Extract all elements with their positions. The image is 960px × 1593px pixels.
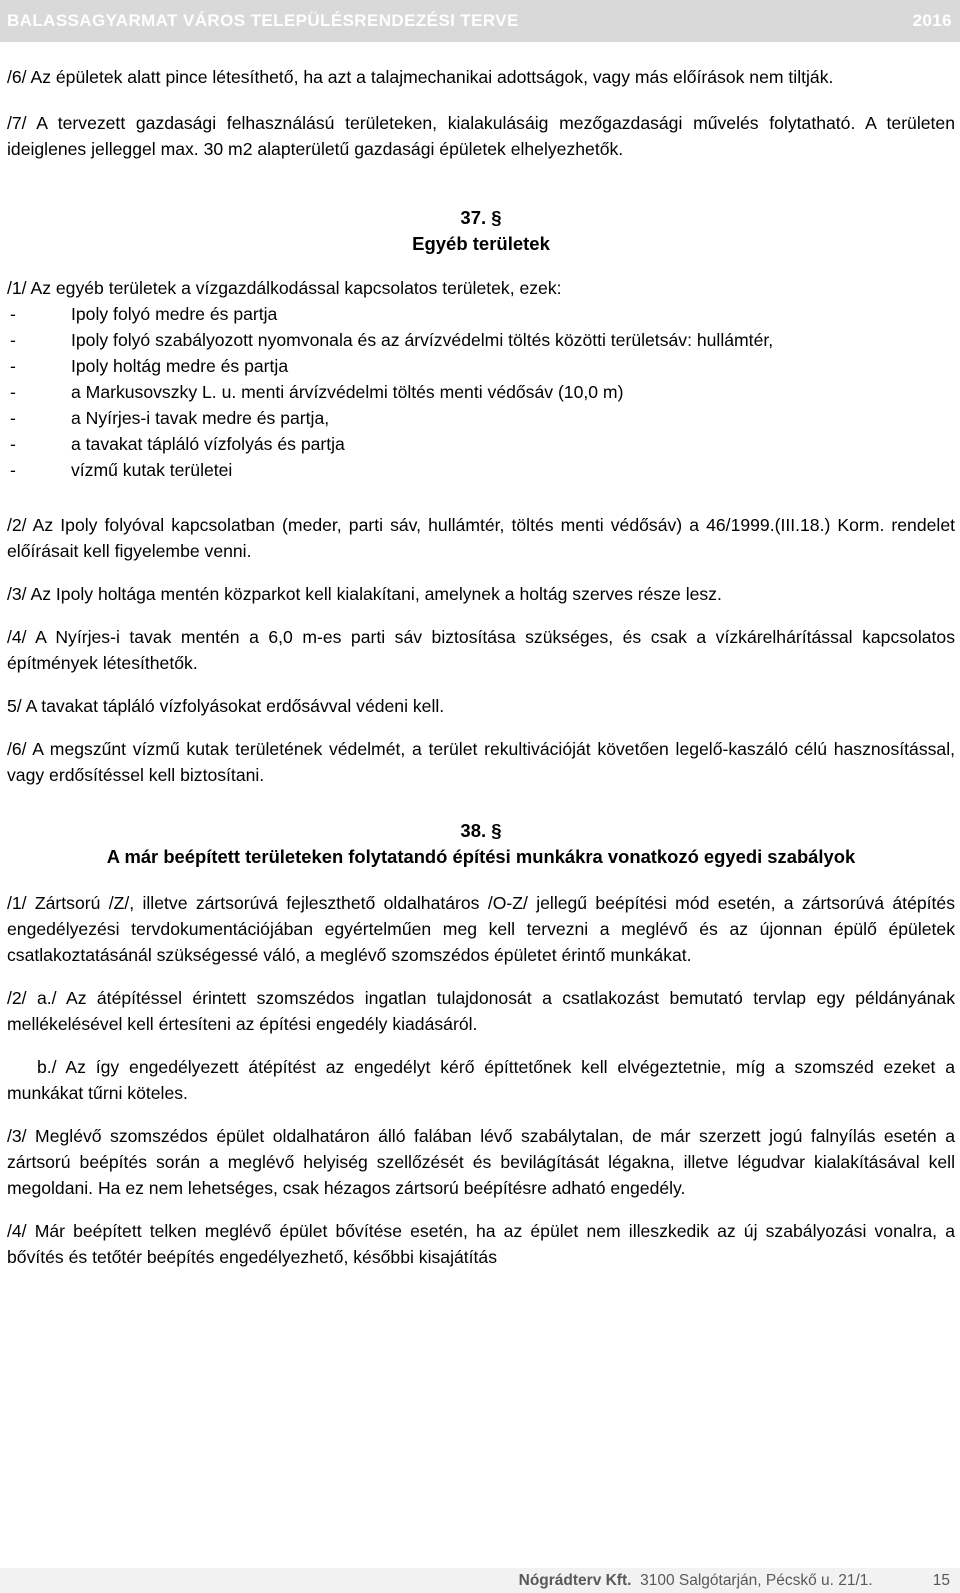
list-item: - Ipoly folyó szabályozott nyomvonala és az árvízvédelmi töltés közötti területsáv: hullámtér,: [10, 330, 774, 350]
s37-dash-list: [7, 301, 955, 483]
paragraph-prev-6: /6/ Az épületek alatt pince létesíthető, ha azt a talajmechanikai adottságok, vagy más előírások nem tiltják.: [7, 67, 834, 87]
s38-paragraph-4: /4/ Már beépített telken meglévő épület bővítése esetén, ha az épület nem illeszkedik az új szabályozási vonalra, a bővítés és tetőtér beépítés engedélyezhető, későbbi kisajátítás: [7, 1221, 955, 1267]
s37-paragraph-5: 5/ A tavakat tápláló vízfolyásokat erdősávval védeni kell.: [7, 696, 445, 716]
s38-paragraph-3: /3/ Meglévő szomszédos épület oldalhatáron álló falában lévő szabálytalan, de már szerzett jogú falnyílás esetén a zártsorú beépítés során a meglévő helyiség szellőzését és bevilágítását légakna, illetve légudvar kialakításával kell megoldani. Ha ez nem lehetséges, csak hézagos zártsorú beépítésre adható engedély.: [7, 1126, 955, 1198]
s38-paragraph-2b: b./ Az így engedélyezett átépítést az engedélyt kérő építtetőnek kell elvégeztetnie, míg a szomszéd ezeket a munkákat tűrni köteles.: [7, 1057, 955, 1103]
s37-paragraph-3: /3/ Az Ipoly holtága mentén közparkot kell kialakítani, amelynek a holtág szerves része lesz.: [7, 584, 722, 604]
page-footer: [0, 1568, 960, 1593]
document-body: [7, 64, 955, 1270]
section-38-number: 38. §: [460, 820, 502, 841]
footer-address: 3100 Salgótarján, Pécskő u. 21/1.: [640, 1571, 873, 1589]
list-item: - Ipoly holtág medre és partja: [10, 356, 289, 376]
s37-paragraph-1: /1/ Az egyéb területek a vízgazdálkodással kapcsolatos területek, ezek:: [7, 278, 562, 298]
paragraph-prev-7: /7/ A tervezett gazdasági felhasználású területeken, kialakulásáig mezőgazdasági művelés folytatható. A területen ideiglenes jelleggel max. 30 m2 alapterületű gazdasági épületek elhelyezhetők.: [7, 113, 955, 159]
section-38-heading: [7, 818, 955, 870]
s37-paragraph-6: /6/ A megszűnt vízmű kutak területének védelmét, a terület rekultivációját követően legelő-kaszáló célú hasznosítással, vagy erdősítéssel kell biztosítani.: [7, 739, 955, 785]
section-37-title: Egyéb területek: [412, 233, 550, 254]
list-item: - vízmű kutak területei: [10, 460, 233, 480]
list-item: - a Nyírjes-i tavak medre és partja,: [10, 408, 330, 428]
list-item: - a Markusovszky L. u. menti árvízvédelmi töltés menti védősáv (10,0 m): [10, 382, 624, 402]
s38-paragraph-2a: /2/ a./ Az átépítéssel érintett szomszédos ingatlan tulajdonosát a csatlakozást bemutató tervlap egy példányának mellékelésével kell értesíteni az építési engedély kiadásáról.: [7, 988, 955, 1034]
section-37-heading: [7, 205, 955, 257]
page-number: 15: [932, 1571, 950, 1589]
page-header: [0, 0, 960, 42]
list-item: - a tavakat tápláló vízfolyás és partja: [10, 434, 345, 454]
footer-company: Nógrádterv Kft.: [518, 1571, 632, 1589]
s37-paragraph-4: /4/ A Nyírjes-i tavak mentén a 6,0 m-es parti sáv biztosítása szükséges, és csak a vízkárelhárítással kapcsolatos építmények létesíthetők.: [7, 627, 955, 673]
section-sign: §: [491, 820, 502, 841]
list-item: - Ipoly folyó medre és partja: [10, 304, 278, 324]
header-title: BALASSAGYARMAT VÁROS TELEPÜLÉSRENDEZÉSI TERVE: [7, 11, 519, 30]
header-year: 2016: [912, 11, 952, 30]
section-37-number: 37. §: [460, 207, 502, 228]
footer-info: [519, 1572, 873, 1590]
section-38-title: A már beépített területeken folytatandó építési munkákra vonatkozó egyedi szabályok: [106, 846, 856, 867]
s38-paragraph-1: /1/ Zártsorú /Z/, illetve zártsorúvá fejleszthető oldalhatáros /O-Z/ jellegű beépítési mód esetén, a zártsorúvá átépítés engedélyezési tervdokumentációjában egyértelműen meg kell tervezni a meglévő és az újonnan épülő épületek csatlakoztatásánál szükségessé váló, a meglévő szomszédos épületet érintő munkákat.: [7, 893, 955, 965]
s37-paragraph-2: /2/ Az Ipoly folyóval kapcsolatban (meder, parti sáv, hullámtér, töltés menti védősáv) a 46/1999.(III.18.) Korm. rendelet előírásait kell figyelembe venni.: [7, 515, 955, 561]
section-sign: §: [491, 207, 502, 228]
